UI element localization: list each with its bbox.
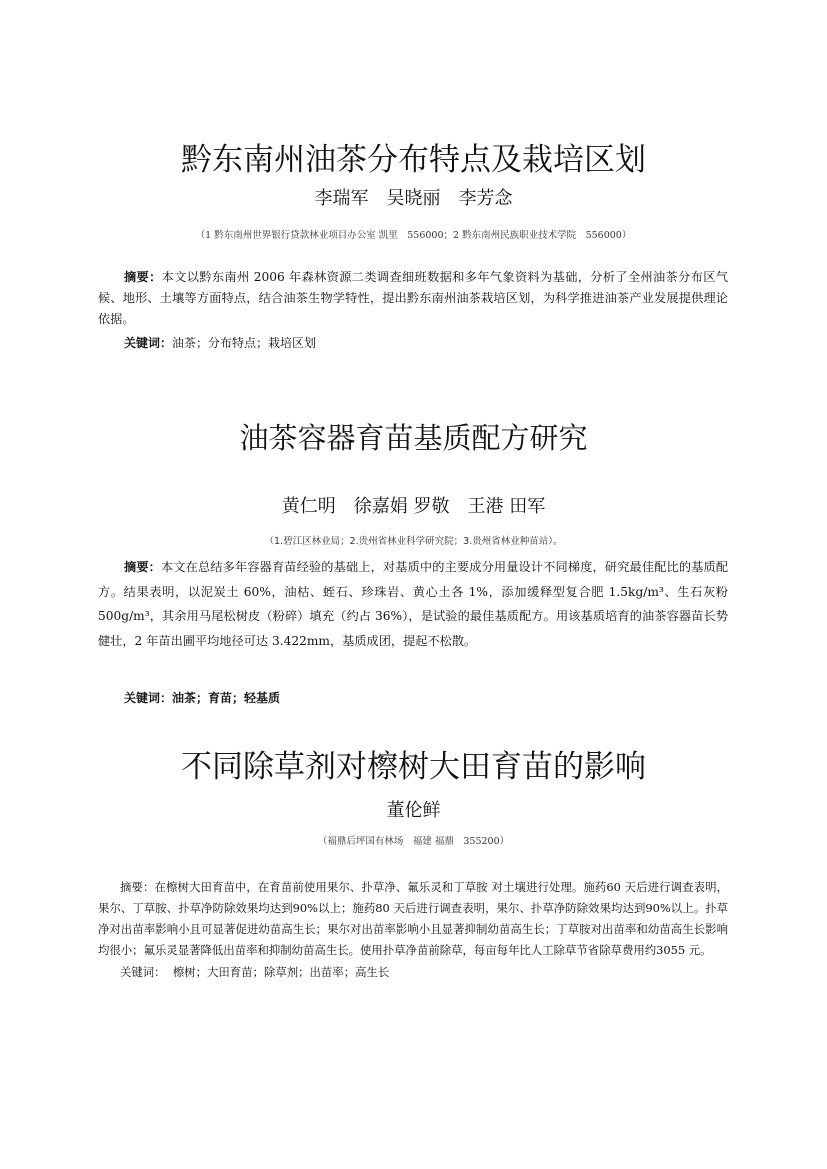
abstract-paragraph — [98, 877, 728, 961]
article-affiliation: （1.碧江区林业局；2.贵州省林业科学研究院；3.贵州省林业种苗站）。 — [264, 536, 563, 547]
keywords-label: 关键词： — [124, 691, 173, 705]
article-title: 不同除草剂对檫树大田育苗的影响 — [181, 749, 646, 785]
abstract-label: 摘要： — [124, 560, 161, 574]
article-affiliation: （1 黔东南州世界银行贷款林业项目办公室 凯里 556000；2 黔东南州民族职业技术学院 556000） — [195, 230, 632, 241]
keywords-text: 檫树；大田育苗；除草剂；出苗率；高生长 — [172, 965, 390, 979]
article-title: 油茶容器育苗基质配方研究 — [239, 421, 588, 455]
abstract-label: 摘要： — [124, 270, 162, 284]
keywords-text: 油茶；育苗；轻基质 — [172, 691, 281, 705]
article-affiliation: （福鼎后坪国有林场 福建 福鼎 355200） — [317, 836, 510, 847]
abstract-text: 在檫树大田育苗中，在育苗前使用果尔、扑草净、氟乐灵和丁草胺 对土壤进行处理。施药60 天后进行调查表明，果尔、丁草胺、扑草净防除效果均达到90%以上；施药80 天后进行调查表明，果尔、扑草净防除效果均达到90%以上。扑草净对出苗率影响小且可显著促进幼苗高生长；果尔对出苗率影响小且显著抑制幼苗高生长；丁草胺对出苗率和幼苗高生长影响均很小；氟乐灵显著降低出苗率和抑制幼苗高生长。使用扑草净苗前除草，每亩每年比人工除草节省除草费用约3055 元。 — [98, 880, 728, 957]
abstract-text: 本文在总结多年容器育苗经验的基础上，对基质中的主要成分用量设计不同梯度，研究最佳配比的基质配方。结果表明，以泥炭土 60%，油枯、蛭石、珍珠岩、黄心土各 1%，添加缓释型复合肥 1.5kg/m³、生石灰粉 500g/m³，其余用马尾松树皮（粉碎）填充（约占 36%），是试验的最佳基质配方。用该基质培育的油茶容器苗长势健壮，2 年苗出圃平均地径可达 3.422mm，基质成团，提起不松散。 — [98, 560, 729, 648]
article-authors: 董伦鲜 — [386, 800, 441, 821]
keywords-text: 油茶；分布特点；栽培区划 — [172, 336, 317, 350]
keywords-line — [120, 962, 389, 982]
keywords-line — [124, 688, 280, 708]
keywords-label: 关键词： — [120, 965, 166, 979]
article-authors: 黄仁明 徐嘉娟 罗敬 王港 田军 — [281, 496, 546, 517]
article-authors: 李瑞军 吴晓丽 李芳念 — [314, 188, 513, 209]
article-title: 黔东南州油茶分布特点及栽培区划 — [181, 142, 646, 178]
abstract-paragraph — [98, 267, 728, 330]
abstract-paragraph — [98, 555, 728, 653]
abstract-label: 摘要： — [120, 880, 155, 894]
abstract-text: 本文以黔东南州 2006 年森林资源二类调查细班数据和多年气象资料为基础，分析了全州油茶分布区气候、地形、土壤等方面特点，结合油茶生物学特性，提出黔东南州油茶栽培区划，为科学推进油茶产业发展提供理论依据。 — [98, 270, 729, 326]
keywords-line — [124, 333, 316, 353]
keywords-label: 关键词： — [124, 336, 173, 350]
